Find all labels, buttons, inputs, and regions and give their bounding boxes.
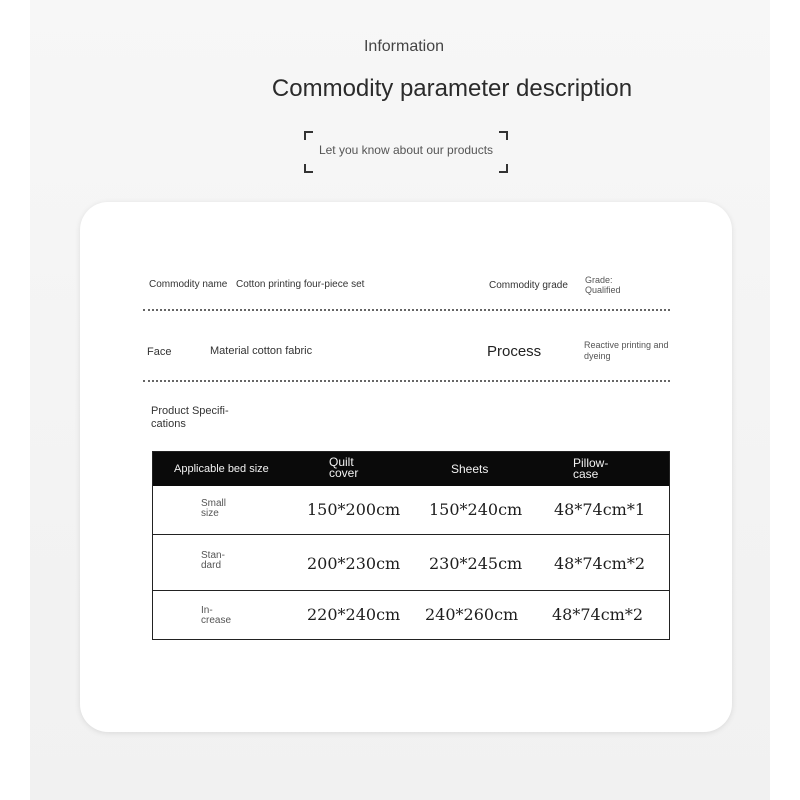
header-bed-size: Applicable bed size xyxy=(174,463,269,475)
pillowcase-value: 48*74cm*2 xyxy=(554,554,646,573)
header-quilt-cover-line1: Quilt xyxy=(329,455,354,469)
row-size-label-line2: size xyxy=(201,508,219,519)
row-size-label-line1: In- xyxy=(201,605,213,616)
sheets-value: 150*240cm xyxy=(429,500,523,519)
specifications-table xyxy=(152,451,670,640)
pillowcase-value: 48*74cm*2 xyxy=(552,605,644,624)
face-label: Face xyxy=(147,346,172,358)
process-value-line1: Reactive printing and xyxy=(584,340,669,350)
page-title: Commodity parameter description xyxy=(271,75,633,102)
quilt-cover-value: 150*200cm xyxy=(307,500,401,519)
header-quilt-cover-line2: cover xyxy=(329,466,359,480)
commodity-grade-value-line2: Qualified xyxy=(585,285,621,295)
table-row xyxy=(153,486,669,534)
commodity-grade-value-line1: Grade: xyxy=(585,275,613,285)
corner-bracket-top-left xyxy=(304,131,313,140)
process-label: Process xyxy=(487,343,542,360)
corner-bracket-bottom-right xyxy=(499,164,508,173)
header-pillowcase-line1: Pillow- xyxy=(573,456,609,470)
row-size-label-line1: Small xyxy=(201,498,227,509)
corner-bracket-top-right xyxy=(499,131,508,140)
row-size-label-line2: crease xyxy=(201,615,232,626)
table-row xyxy=(153,590,669,640)
quilt-cover-value: 220*240cm xyxy=(307,605,401,624)
subtitle: Let you know about our products xyxy=(318,143,494,157)
product-specifications-label-line2: cations xyxy=(151,418,186,430)
header-pillowcase-line2: case xyxy=(573,467,599,481)
table-row xyxy=(153,534,669,589)
row-size-label-line1: Stan- xyxy=(201,550,225,561)
sheets-value: 240*260cm xyxy=(425,605,519,624)
product-specifications-label-line1: Product Specifi- xyxy=(151,405,229,417)
commodity-name-value: Cotton printing four-piece set xyxy=(236,279,365,290)
section-eyebrow: Information xyxy=(363,38,445,55)
dotted-divider-1 xyxy=(143,309,670,311)
corner-bracket-bottom-left xyxy=(304,164,313,173)
sheets-value: 230*245cm xyxy=(429,554,523,573)
row-size-label-line2: dard xyxy=(201,560,222,571)
pillowcase-value: 48*74cm*1 xyxy=(554,500,646,519)
commodity-name-label: Commodity name xyxy=(149,279,228,290)
dotted-divider-2 xyxy=(143,380,670,382)
commodity-grade-label: Commodity grade xyxy=(489,280,568,291)
quilt-cover-value: 200*230cm xyxy=(307,554,401,573)
material-value: Material cotton fabric xyxy=(210,345,313,357)
header-sheets: Sheets xyxy=(451,462,489,476)
process-value-line2: dyeing xyxy=(584,351,611,361)
table-header xyxy=(153,452,669,486)
